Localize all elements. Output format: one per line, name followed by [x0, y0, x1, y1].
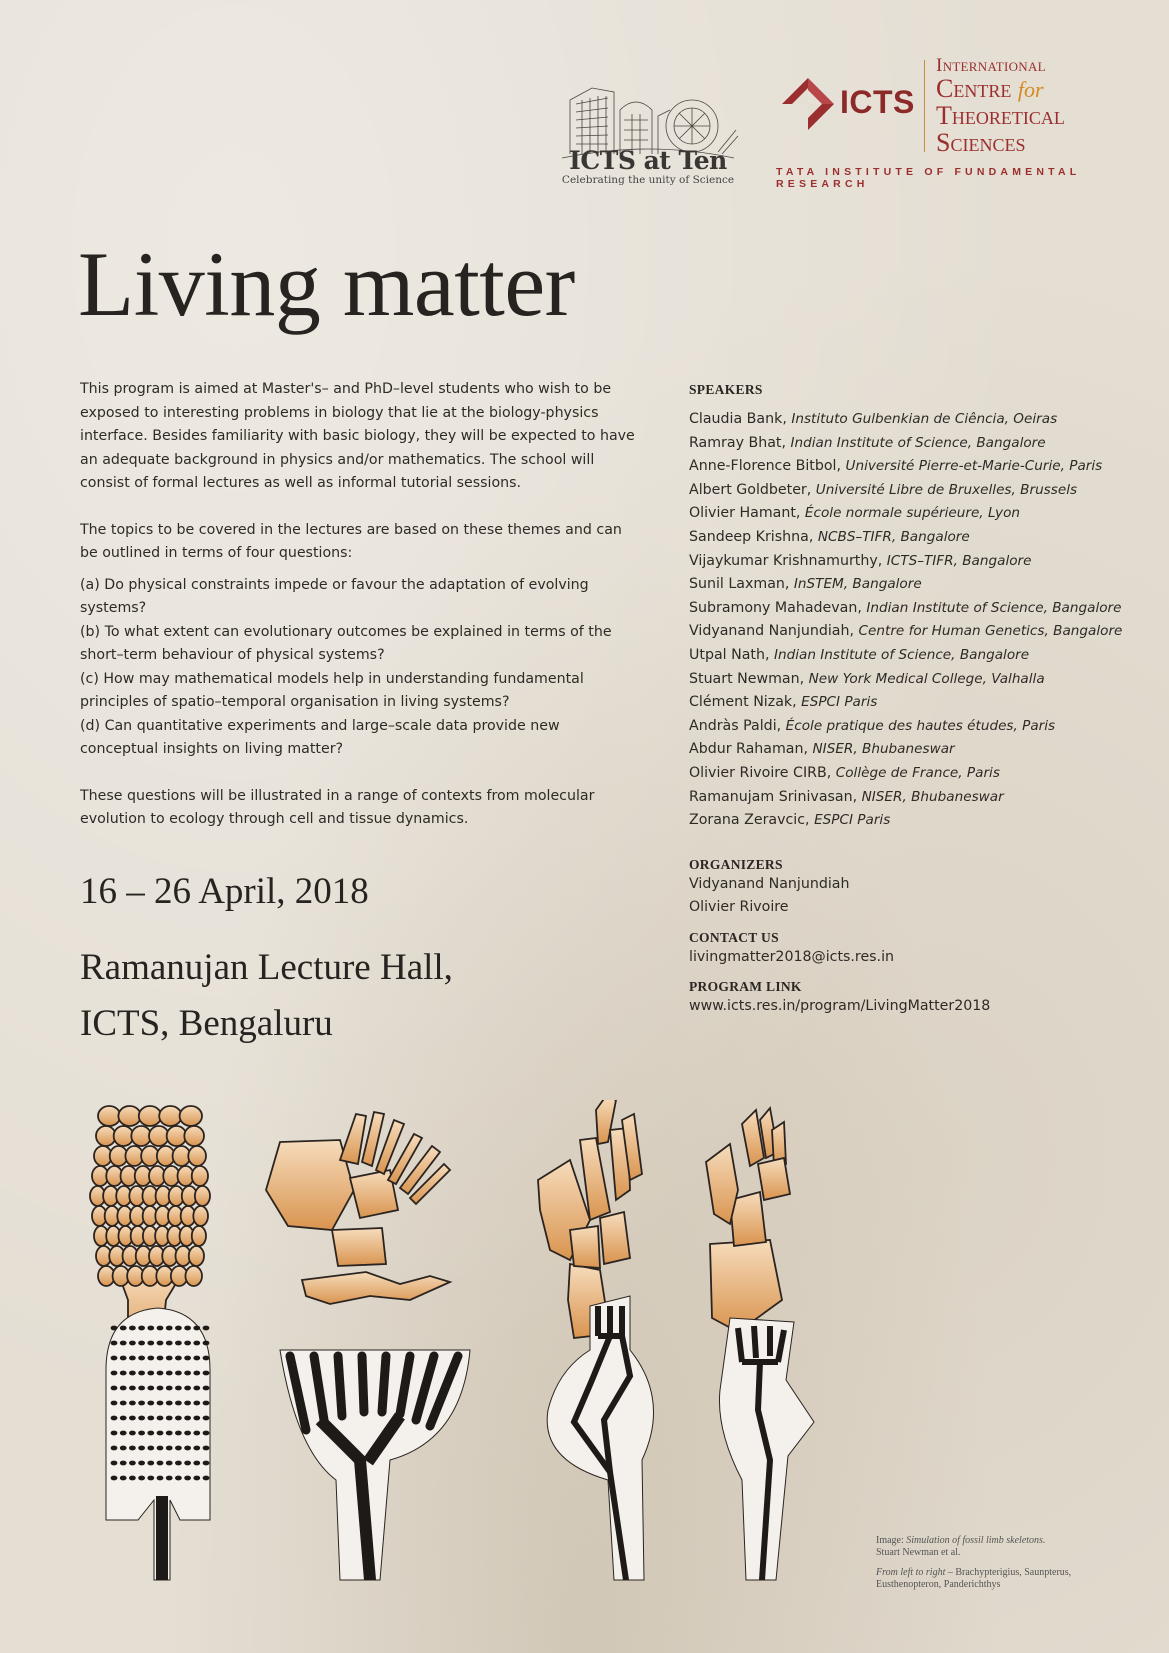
contact-email-link[interactable]: livingmatter2018@icts.res.in [689, 948, 895, 965]
speaker-affiliation: ICTS–TIFR, Bangalore [886, 552, 1032, 569]
speaker-item [689, 432, 1129, 456]
fossil-figure-4 [706, 1108, 790, 1332]
speaker-affiliation: Indian Institute of Science, Bangalore [773, 646, 1030, 663]
contact-heading: CONTACT US [689, 929, 779, 945]
speaker-item [689, 408, 1129, 432]
speakers-heading: SPEAKERS [689, 382, 763, 397]
speaker-item [689, 691, 1129, 715]
speaker-item [689, 786, 1129, 810]
speaker-item [689, 597, 1129, 621]
speaker-name: Andràs Paldi, [689, 717, 786, 734]
intro-paragraph-2: The topics to be covered in the lectures are based on these themes and can be outlined in terms of four questions: [80, 521, 622, 561]
caption-order-label: From left to right [876, 1567, 946, 1578]
details-column [689, 382, 1129, 1019]
question-item: (a) Do physical constraints impede or favour the adaptation of evolving systems? [80, 576, 589, 616]
speaker-list [689, 408, 1129, 833]
speaker-item [689, 550, 1129, 574]
speaker-affiliation: Université Pierre-et-Marie-Curie, Paris [845, 458, 1103, 475]
speaker-affiliation: Centre for Human Genetics, Bangalore [858, 623, 1123, 640]
speaker-affiliation: New York Medical College, Valhalla [808, 670, 1045, 687]
speaker-affiliation: ESPCI Paris [801, 694, 878, 711]
speaker-name: Clément Nizak, [689, 694, 802, 711]
organizer-item: Olivier Rivoire [689, 899, 789, 916]
speaker-name: Stuart Newman, [689, 670, 809, 687]
anniversary-title: ICTS at Ten [569, 146, 727, 175]
speaker-affiliation: ESPCI Paris [814, 812, 891, 829]
intro-paragraph-1: This program is aimed at Master's– and PhD–level students who wish to be exposed to interesting problems in biology that lie at the biology-physics interface. Besides familiarity with basic biology, they will be expected to have an adequate background in physics and/or mathematics. The school will consist of formal lectures as well as informal tutorial sessions. [80, 381, 635, 491]
centre-name [936, 56, 1065, 157]
program-description [80, 378, 640, 855]
centre-name-line2: Centre [936, 74, 1012, 103]
speaker-name: Subramony Mahadevan, [689, 599, 867, 616]
speaker-name: Sunil Laxman, [689, 576, 794, 593]
speaker-affiliation: Indian Institute of Science, Bangalore [866, 599, 1122, 616]
program-link[interactable]: www.icts.res.in/program/LivingMatter2018 [689, 998, 991, 1015]
speaker-name: Anne-Florence Bitbol, [689, 458, 846, 475]
centre-name-for: for [1017, 77, 1044, 102]
speaker-name: Zorana Zeravcic, [689, 812, 815, 829]
simulation-figure-2 [280, 1350, 470, 1580]
speaker-name: Vijaykumar Krishnamurthy, [689, 552, 887, 569]
speaker-item [689, 809, 1129, 833]
speaker-name: Ramanujam Srinivasan, [689, 788, 862, 805]
header-divider [924, 60, 925, 152]
speaker-name: Vidyanand Nanjundiah, [689, 623, 859, 640]
venue-line-2: ICTS, Bengaluru [80, 1003, 333, 1044]
caption-species: – Brachypterigius, Saunpterus, Eusthenopteron, Panderichthys [876, 1567, 1072, 1590]
speaker-affiliation: Instituto Gulbenkian de Ciência, Oeiras [791, 411, 1058, 427]
speaker-name: Utpal Nath, [689, 646, 774, 663]
speaker-affiliation: École pratique des hautes études, Paris [785, 717, 1056, 734]
speaker-item [689, 573, 1129, 597]
speaker-affiliation: Université Libre de Bruxelles, Brussels [815, 481, 1078, 498]
centre-name-line4: Sciences [936, 128, 1026, 157]
speaker-affiliation: Collège de France, Paris [835, 764, 1000, 781]
speaker-name: Claudia Bank, [689, 411, 792, 427]
venue-line-1: Ramanujan Lecture Hall, [80, 947, 453, 988]
organizers-heading: ORGANIZERS [689, 856, 783, 872]
program-venue [80, 940, 453, 1052]
speaker-item [689, 620, 1129, 644]
speaker-item [689, 762, 1129, 786]
organizer-item: Vidyanand Nanjundiah [689, 875, 850, 892]
speaker-name: Albert Goldbeter, [689, 481, 816, 498]
speaker-affiliation: Indian Institute of Science, Bangalore [790, 434, 1046, 451]
page-title: Living matter [78, 233, 575, 335]
speaker-affiliation: École normale supérieure, Lyon [804, 505, 1021, 522]
question-item: (d) Can quantitative experiments and large–scale data provide new conceptual insights on living matter? [80, 717, 560, 757]
speaker-item [689, 455, 1129, 479]
centre-name-line1: International [936, 55, 1046, 76]
caption-label: Image: [876, 1535, 904, 1546]
speaker-name: Ramray Bhat, [689, 434, 791, 451]
speaker-affiliation: NCBS–TIFR, Bangalore [817, 528, 970, 545]
anniversary-subtitle: Celebrating the unity of Science [561, 174, 735, 186]
simulation-figure-4 [719, 1318, 814, 1580]
image-caption [876, 1535, 1116, 1590]
icts-abbreviation: ICTS [840, 84, 915, 120]
question-item: (c) How may mathematical models help in understanding fundamental principles of spatio–temporal organisation in living systems? [80, 670, 584, 710]
speaker-name: Sandeep Krishna, [689, 528, 818, 545]
speaker-affiliation: InSTEM, Bangalore [793, 576, 922, 593]
simulation-figure-1 [106, 1308, 210, 1580]
program-link-heading: PROGRAM LINK [689, 979, 802, 995]
speaker-item [689, 738, 1129, 762]
speaker-item [689, 668, 1129, 692]
fossil-limb-illustrations [70, 1100, 850, 1600]
question-list [80, 574, 640, 762]
speaker-name: Olivier Rivoire CIRB, [689, 764, 836, 781]
speaker-name: Abdur Rahaman, [689, 741, 813, 758]
speaker-item [689, 715, 1129, 739]
intro-paragraph-3: These questions will be illustrated in a range of contexts from molecular evolution to ecology through cell and tissue dynamics. [80, 787, 595, 827]
icts-logo-mark-icon [778, 74, 836, 132]
caption-credit: Stuart Newman et al. [876, 1546, 961, 1558]
question-item: (b) To what extent can evolutionary outcomes be explained in terms of the short–term behaviour of physical systems? [80, 623, 612, 663]
speaker-item [689, 526, 1129, 550]
speaker-affiliation: NISER, Bhubaneswar [861, 788, 1004, 805]
program-dates: 16 – 26 April, 2018 [80, 871, 369, 912]
speaker-item [689, 479, 1129, 503]
speaker-name: Olivier Hamant, [689, 505, 805, 522]
caption-title: Simulation of fossil limb skeletons. [906, 1535, 1046, 1546]
fossil-figure-2 [266, 1112, 450, 1304]
institute-name: TATA INSTITUTE OF FUNDAMENTAL RESEARCH [776, 166, 1081, 190]
speaker-item [689, 502, 1129, 526]
centre-name-line3: Theoretical [936, 101, 1065, 130]
speaker-item [689, 644, 1129, 668]
speaker-affiliation: NISER, Bhubaneswar [812, 741, 955, 758]
simulation-figure-3 [547, 1296, 653, 1580]
